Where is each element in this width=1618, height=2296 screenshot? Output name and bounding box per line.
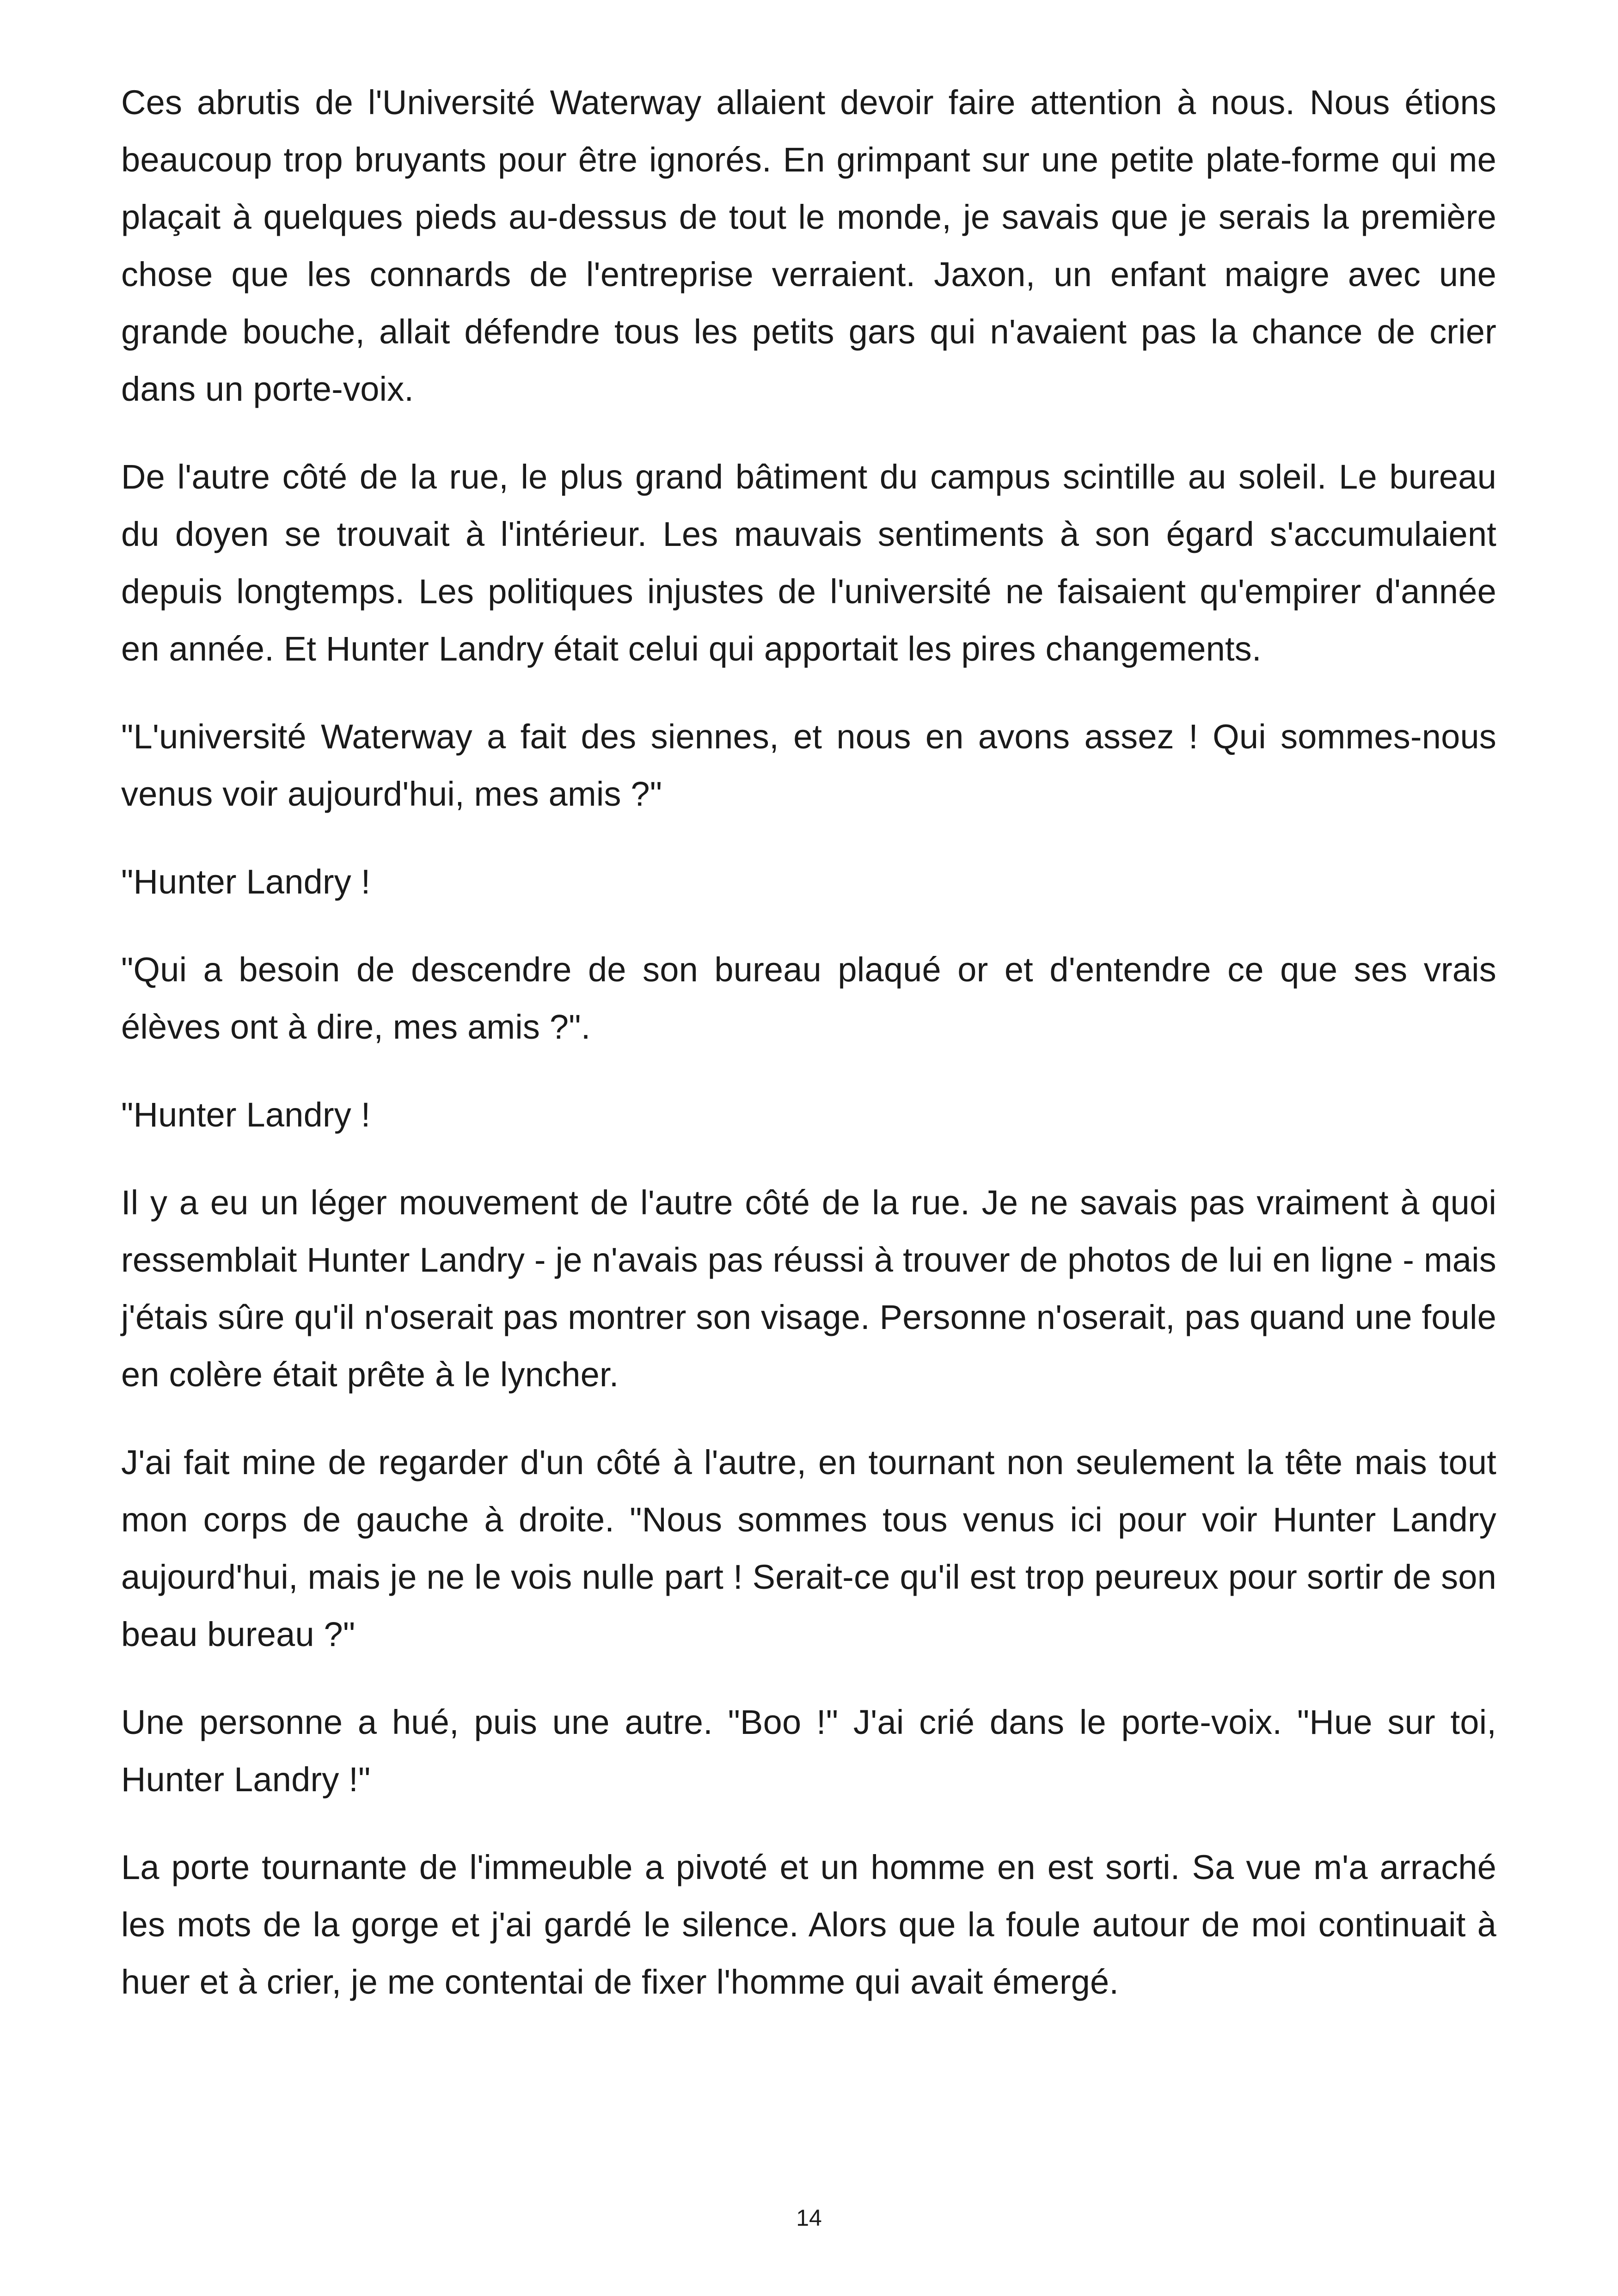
- paragraph-2: De l'autre côté de la rue, le plus grand bâtiment du campus scintille au soleil. Le bureau du doyen se trouvait à l'intérieur. Les mauvais sentiments à son égard s'accumulaient depuis longtemps. Les politiques injustes de l'université ne faisaient qu'empirer d'année en année. Et Hunter Landry était celui qui apportait les pires changements.: [121, 458, 1496, 668]
- paragraph-6: "Hunter Landry !: [121, 1096, 371, 1134]
- paragraph-3: "L'université Waterway a fait des siennes, et nous en avons assez ! Qui sommes-nous venus voir aujourd'hui, mes amis ?": [121, 717, 1496, 813]
- paragraph-10: La porte tournante de l'immeuble a pivoté et un homme en est sorti. Sa vue m'a arraché les mots de la gorge et j'ai gardé le silence. Alors que la foule autour de moi continuait à huer et à crier, je me contentai de fixer l'homme qui avait émergé.: [121, 1848, 1496, 2001]
- paragraph-9: Une personne a hué, puis une autre. "Boo !" J'ai crié dans le porte-voix. "Hue sur toi, Hunter Landry !": [121, 1703, 1496, 1799]
- paragraph-7: Il y a eu un léger mouvement de l'autre côté de la rue. Je ne savais pas vraiment à quoi ressemblait Hunter Landry - je n'avais pas réussi à trouver de photos de lui en ligne - mais j'étais sûre qu'il n'oserait pas montrer son visage. Personne n'oserait, pas quand une foule en colère était prête à le lyncher.: [121, 1183, 1497, 1394]
- paragraph-5: "Qui a besoin de descendre de son bureau plaqué or et d'entendre ce que ses vrais élèves ont à dire, mes amis ?".: [121, 950, 1496, 1046]
- page-number: 14: [796, 2205, 822, 2231]
- paragraph-4: "Hunter Landry !: [121, 863, 371, 901]
- paragraph-8: J'ai fait mine de regarder d'un côté à l'autre, en tournant non seulement la tête mais tout mon corps de gauche à droite. "Nous sommes tous venus ici pour voir Hunter Landry aujourd'hui, mais je ne le vois nulle part ! Serait-ce qu'il est trop peureux pour sortir de son beau bureau ?": [121, 1443, 1496, 1653]
- paragraph-1: Ces abrutis de l'Université Waterway allaient devoir faire attention à nous. Nous étions beaucoup trop bruyants pour être ignorés. En grimpant sur une petite plate-forme qui me plaçait à quelques pieds au-dessus de tout le monde, je savais que je serais la première chose que les connards de l'entreprise verraient. Jaxon, un enfant maigre avec une grande bouche, allait défendre tous les petits gars qui n'avaient pas la chance de crier dans un porte-voix.: [121, 83, 1496, 408]
- body-text: [121, 74, 1496, 2041]
